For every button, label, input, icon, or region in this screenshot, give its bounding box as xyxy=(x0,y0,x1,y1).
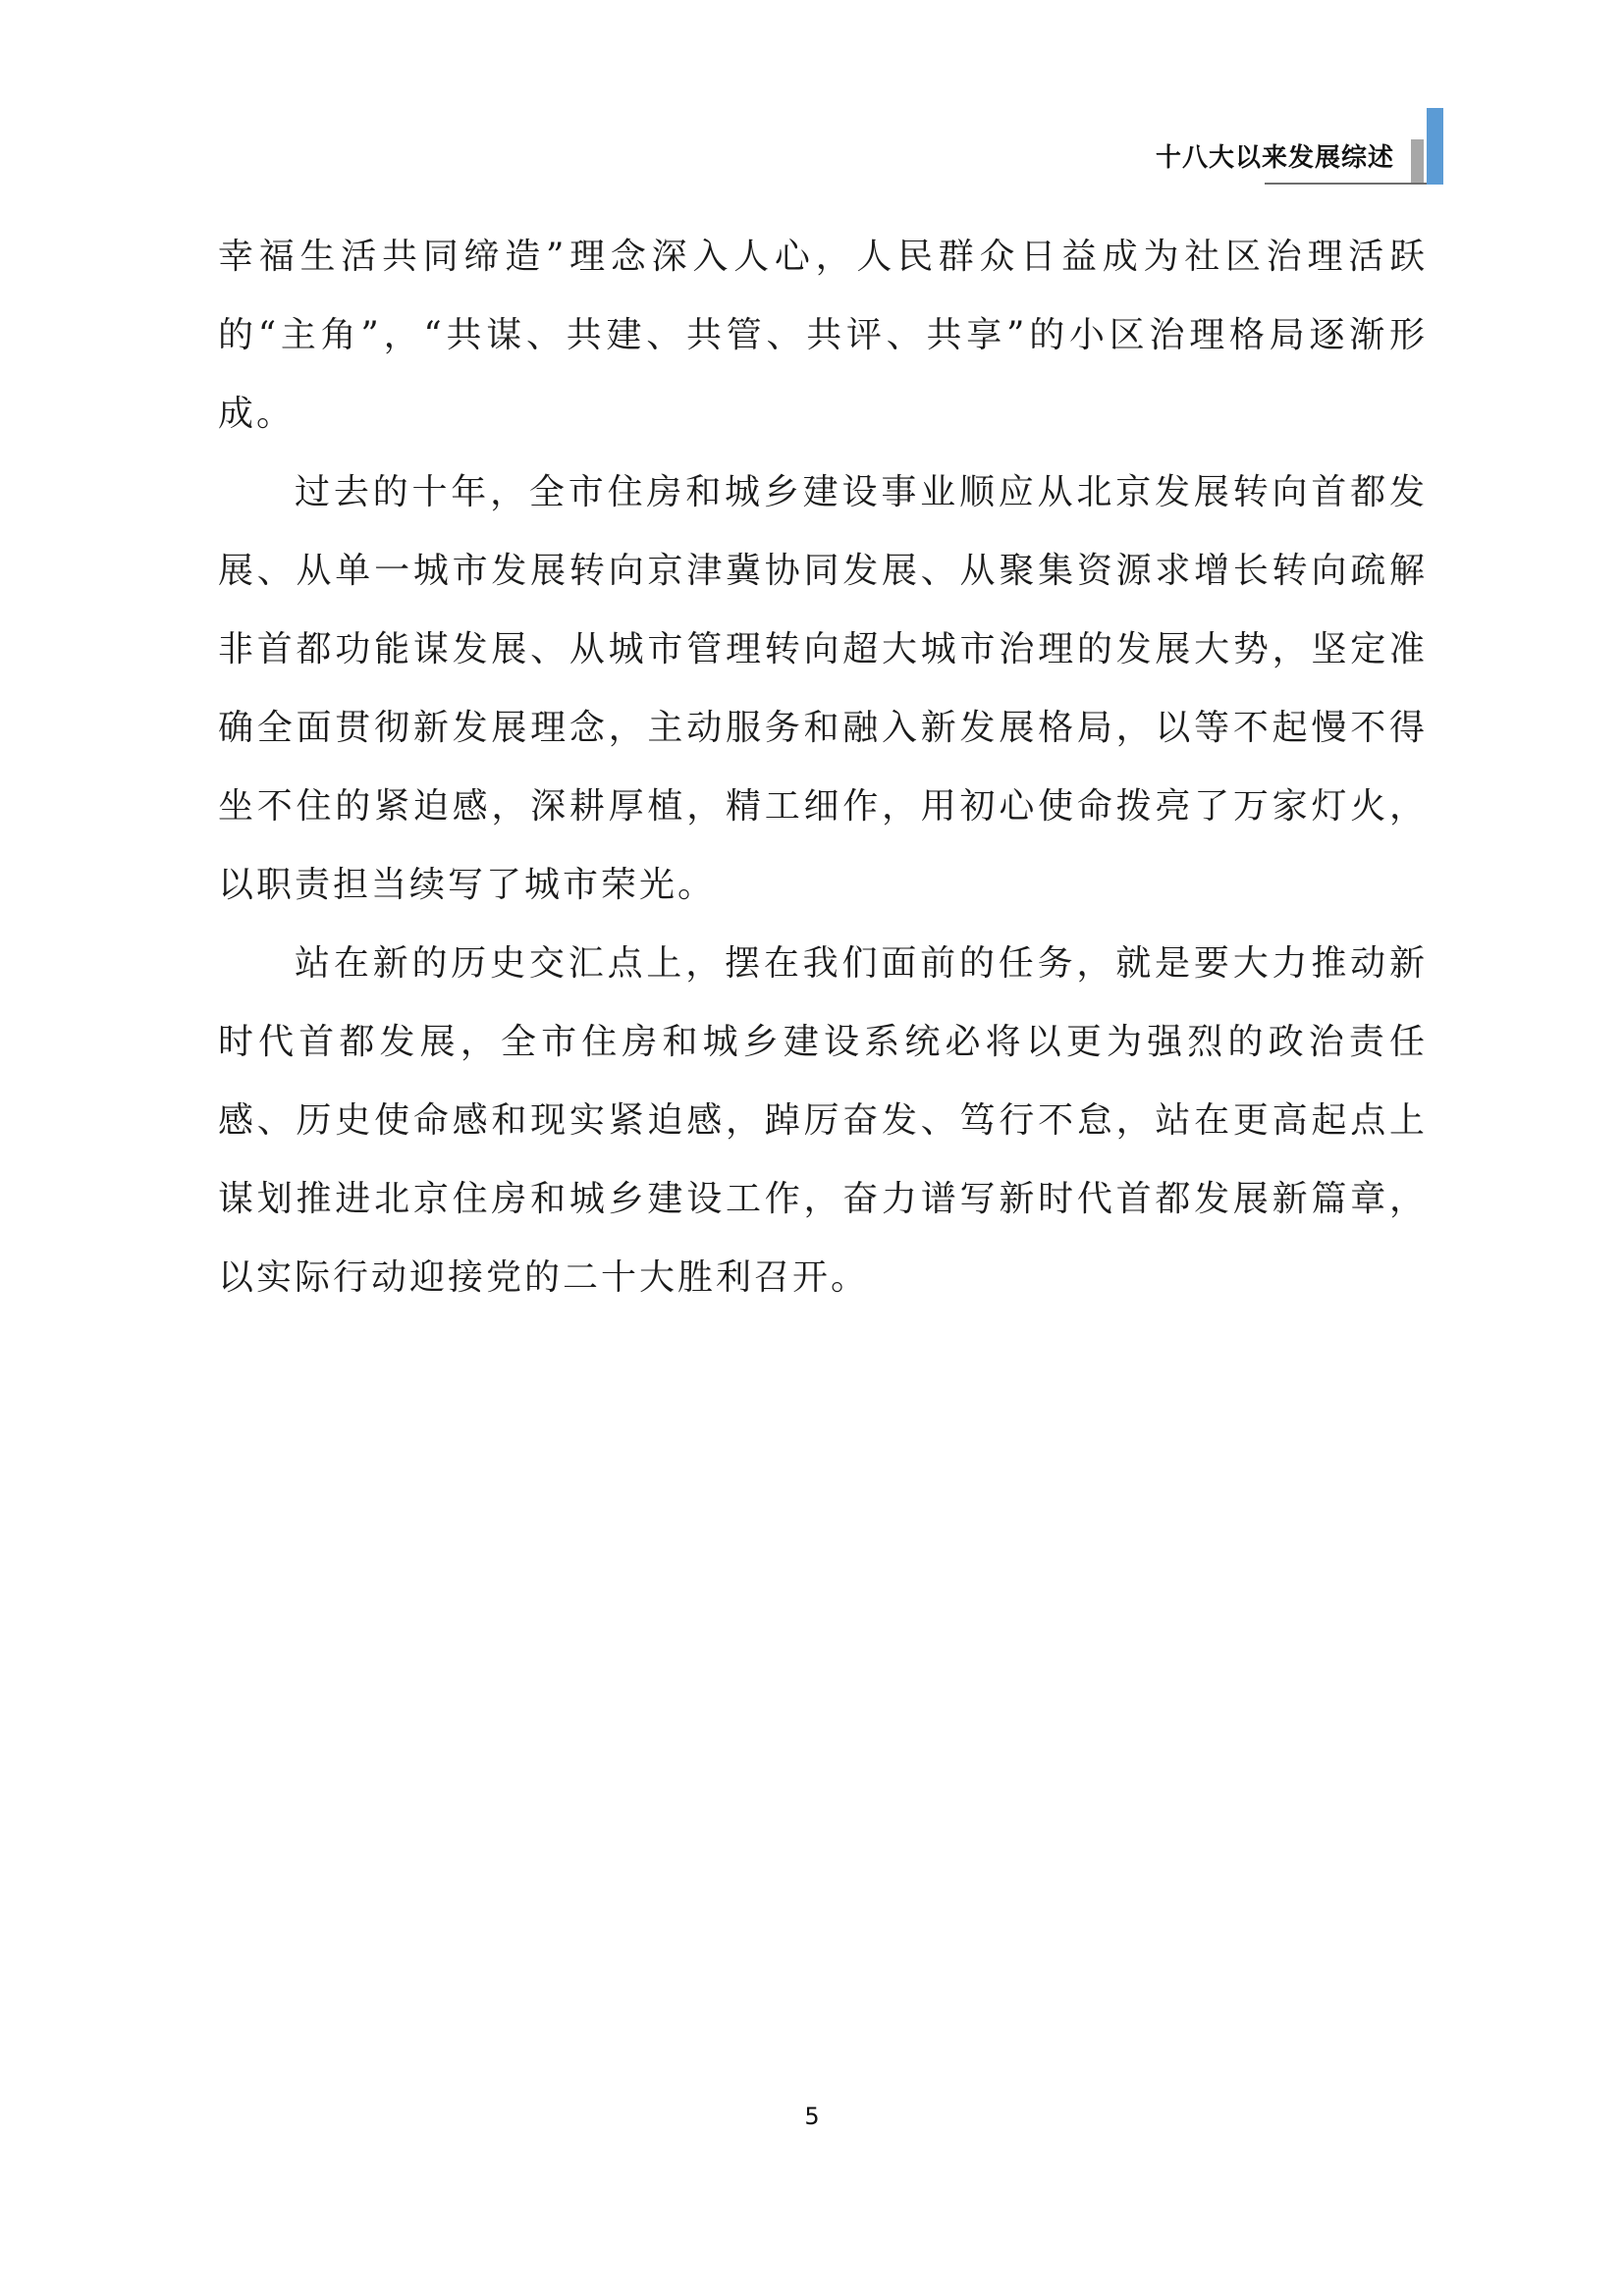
body-text xyxy=(218,218,1428,1317)
header-title: 十八大以来发展综述 xyxy=(1155,143,1394,173)
page-number: 5 xyxy=(804,2103,820,2130)
paragraph-2: 过去的十年，全市住房和城乡建设事业顺应从北京发展转向首都发展、从单一城市发展转向京津冀协同发展、从聚集资源求增长转向疏解非首都功能谋发展、从城市管理转向超大城市治理的发展大势，坚定准确全面贯彻新发展理念，主动服务和融入新发展格局，以等不起慢不得坐不住的紧迫感，深耕厚植，精工细作，用初心使命拨亮了万家灯火，以职责担当续写了城市荣光。 xyxy=(218,472,1428,905)
paragraph-3: 站在新的历史交汇点上，摆在我们面前的任务，就是要大力推动新时代首都发展，全市住房和城乡建设系统必将以更为强烈的政治责任感、历史使命感和现实紧迫感，踔厉奋发、笃行不怠，站在更高起点上谋划推进北京住房和城乡建设工作，奋力谱写新时代首都发展新篇章，以实际行动迎接党的二十大胜利召开。 xyxy=(218,943,1428,1298)
header-rule xyxy=(1265,183,1443,185)
header-decoration-blue-bar xyxy=(1427,108,1443,185)
header-decoration-gray-bar xyxy=(1411,139,1424,183)
page-header xyxy=(0,0,1624,196)
paragraph-1: 幸福生活共同缔造”理念深入人心，人民群众日益成为社区治理活跃的“主角”，“共谋、共建、共管、共评、共享”的小区治理格局逐渐形成。 xyxy=(218,237,1428,434)
